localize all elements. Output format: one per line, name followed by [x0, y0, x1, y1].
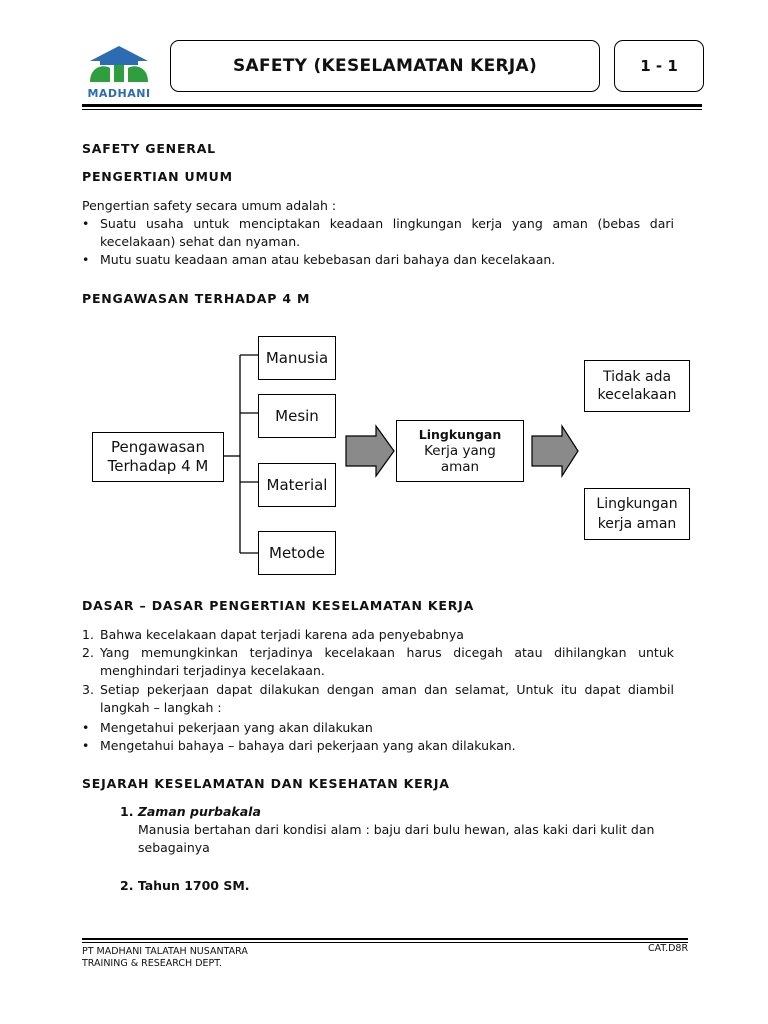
- list-item: 2. Yang memungkinkan terjadinya kecelakaan harus dicegah atau dihilangkan untuk menghindari terjadinya kecelakaan.: [82, 645, 674, 678]
- page-number: 1 - 1: [614, 40, 704, 92]
- logo-text: MADHANI: [87, 87, 151, 100]
- bullet-icon: •: [82, 720, 90, 735]
- footer-divider-thin: [82, 942, 688, 943]
- section-subheading-pengertian-umum: PENGERTIAN UMUM: [82, 169, 233, 184]
- footer-dept: TRAINING & RESEARCH DEPT.: [82, 958, 222, 969]
- intro-text: Pengertian safety secara umum adalah :: [82, 198, 337, 213]
- bullet-icon: •: [82, 738, 90, 753]
- list-item: • Suatu usaha untuk menciptakan keadaan lingkungan kerja yang aman (bebas dari kecelakaan) sehat dan nyaman.: [82, 216, 674, 249]
- arrow-right-icon: [532, 426, 578, 476]
- footer-company: PT MADHANI TALATAH NUSANTARA: [82, 946, 248, 957]
- arrow-right-icon: [346, 426, 394, 476]
- diagram-m-metode: Metode: [258, 531, 336, 575]
- bullet-icon: •: [82, 252, 90, 267]
- footer-divider: [82, 938, 688, 940]
- history-item: 1. Zaman purbakala Manusia bertahan dari kondisi alam : baju dari bulu hewan, alas kaki dari kulit dan sebagainya: [120, 804, 655, 855]
- logo-emblem-icon: [86, 44, 152, 84]
- list-item: 3. Setiap pekerjaan dapat dilakukan dengan aman dan selamat, Untuk itu dapat diambil langkah – langkah :: [82, 682, 674, 715]
- section-heading-dasar: DASAR – DASAR PENGERTIAN KESELAMATAN KERJA: [82, 598, 475, 613]
- list-item: • Mengetahui bahaya – bahaya dari pekerjaan yang akan dilakukan.: [82, 738, 516, 753]
- bullet-icon: •: [82, 216, 90, 231]
- diagram-result-tidak-ada-kecelakaan: Tidak ada kecelakaan: [584, 360, 690, 412]
- diagram-middle-box: Lingkungan Kerja yang aman: [396, 420, 524, 482]
- list-item: • Mengetahui pekerjaan yang akan dilakukan: [82, 720, 373, 735]
- company-logo: [86, 44, 152, 100]
- diagram-result-lingkungan-aman: Lingkungan kerja aman: [584, 488, 690, 540]
- page-title: SAFETY (KESELAMATAN KERJA): [170, 40, 600, 92]
- footer-code: CAT.D8R: [648, 943, 689, 954]
- diagram-m-material: Material: [258, 463, 336, 507]
- section-heading-safety-general: SAFETY GENERAL: [82, 141, 216, 156]
- list-item: 1. Bahwa kecelakaan dapat terjadi karena ada penyebabnya: [82, 627, 464, 642]
- diagram-m-manusia: Manusia: [258, 336, 336, 380]
- diagram-source-box: Pengawasan Terhadap 4 M: [92, 432, 224, 482]
- diagram-m-mesin: Mesin: [258, 394, 336, 438]
- section-heading-pengawasan: PENGAWASAN TERHADAP 4 M: [82, 291, 311, 306]
- list-item: • Mutu suatu keadaan aman atau kebebasan dari bahaya dan kecelakaan.: [82, 252, 556, 267]
- section-heading-sejarah: SEJARAH KESELAMATAN DAN KESEHATAN KERJA: [82, 776, 450, 791]
- header-divider-thin: [82, 109, 702, 110]
- header-divider: [82, 104, 702, 107]
- history-item: 2. Tahun 1700 SM.: [120, 878, 250, 893]
